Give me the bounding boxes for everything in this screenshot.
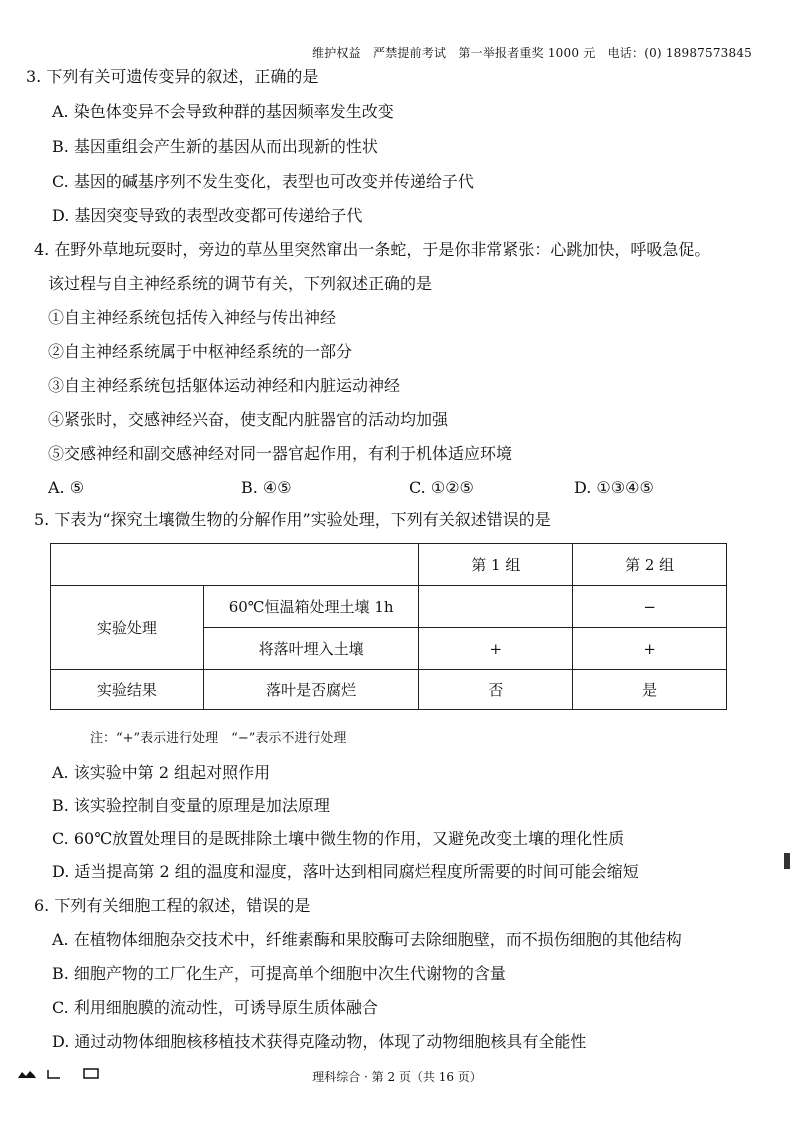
- question-6-stem: 6. 下列有关细胞工程的叙述，错误的是: [34, 896, 311, 915]
- question-6-option-d: D. 通过动物体细胞核移植技术获得克隆动物，体现了动物细胞核具有全能性: [52, 1032, 587, 1051]
- binding-edge-mark: [782, 852, 793, 870]
- binding-mark-icon: [783, 852, 791, 870]
- question-4-statement-1: ①自主神经系统包括传入神经与传出神经: [48, 308, 337, 327]
- exam-header-notice: 维护权益 严禁提前考试 第一举报者重奖 1000 元 电话：(0) 18987573845: [312, 46, 752, 60]
- table-note: 注：“+”表示进行处理 “−”表示不进行处理: [90, 731, 347, 746]
- question-3-option-d: D. 基因突变导致的表型改变都可传递给子代: [52, 206, 363, 225]
- question-6-option-a: A. 在植物体细胞杂交技术中，纤维素酶和果胶酶可去除细胞壁，而不损伤细胞的其他结构: [52, 930, 682, 949]
- question-4-option-a: A. ⑤: [48, 478, 85, 497]
- question-3-option-a: A. 染色体变异不会导致种群的基因频率发生改变: [52, 102, 394, 121]
- question-5-option-a: A. 该实验中第 2 组起对照作用: [52, 763, 271, 782]
- table-row-header-result: 实验结果: [51, 670, 204, 710]
- question-4-option-c: C. ①②⑤: [409, 478, 474, 497]
- question-5-option-d: D. 适当提高第 2 组的温度和湿度，落叶达到相同腐烂程度所需要的时间可能会缩短: [52, 862, 639, 881]
- question-4-statement-3: ③自主神经系统包括躯体运动神经和内脏运动神经: [48, 376, 401, 395]
- table-header-group-2: 第 2 组: [573, 544, 727, 586]
- question-5-option-c: C. 60℃放置处理目的是既排除土壤中微生物的作用，又避免改变土壤的理化性质: [52, 829, 625, 848]
- table-row: [51, 670, 727, 710]
- table-result-group-1: 否: [419, 670, 573, 710]
- question-4-statement-5: ⑤交感神经和副交感神经对同一器官起作用，有利于机体适应环境: [48, 444, 513, 463]
- table-corner-cell: [51, 544, 419, 586]
- table-cell-heating-group-1: [419, 586, 573, 628]
- question-6-option-b: B. 细胞产物的工厂化生产，可提高单个细胞中次生代谢物的含量: [52, 964, 506, 983]
- table-treatment-heating: 60℃恒温箱处理土壤 1h: [203, 586, 419, 628]
- table-header-group-1: 第 1 组: [419, 544, 573, 586]
- question-3-stem: 3. 下列有关可遗传变异的叙述，正确的是: [26, 67, 319, 86]
- table-row: [51, 544, 727, 586]
- question-4-option-d: D. ①③④⑤: [574, 478, 654, 497]
- question-3-option-c: C. 基因的碱基序列不发生变化，表型也可改变并传递给子代: [52, 172, 474, 191]
- table-treatment-bury-leaves: 将落叶埋入土壤: [203, 628, 419, 670]
- table-result-group-2: 是: [573, 670, 727, 710]
- table-row: [51, 586, 727, 628]
- question-5-stem: 5. 下表为“探究土壤微生物的分解作用”实验处理，下列有关叙述错误的是: [34, 510, 551, 529]
- experiment-table: [50, 543, 727, 710]
- page-footer: 理科综合 · 第 2 页（共 16 页）: [312, 1070, 482, 1084]
- question-4-statement-4: ④紧张时，交感神经兴奋，使支配内脏器官的活动均加强: [48, 410, 449, 429]
- question-4-stem-line-1: 4. 在野外草地玩耍时，旁边的草丛里突然窜出一条蛇，于是你非常紧张：心跳加快，呼吸急促。: [34, 240, 711, 259]
- table-cell-bury-group-2: +: [573, 628, 727, 670]
- question-5-option-b: B. 该实验控制自变量的原理是加法原理: [52, 796, 330, 815]
- question-6-option-c: C. 利用细胞膜的流动性，可诱导原生质体融合: [52, 998, 378, 1017]
- question-4-option-b: B. ④⑤: [241, 478, 292, 497]
- table-row-header-treatment: 实验处理: [51, 586, 204, 670]
- table-cell-heating-group-2: −: [573, 586, 727, 628]
- question-3-option-b: B. 基因重组会产生新的基因从而出现新的性状: [52, 137, 378, 156]
- question-4-statement-2: ②自主神经系统属于中枢神经系统的一部分: [48, 342, 353, 361]
- table-result-item: 落叶是否腐烂: [203, 670, 419, 710]
- table-cell-bury-group-1: +: [419, 628, 573, 670]
- question-4-stem-line-2: 该过程与自主神经系统的调节有关，下列叙述正确的是: [48, 274, 433, 293]
